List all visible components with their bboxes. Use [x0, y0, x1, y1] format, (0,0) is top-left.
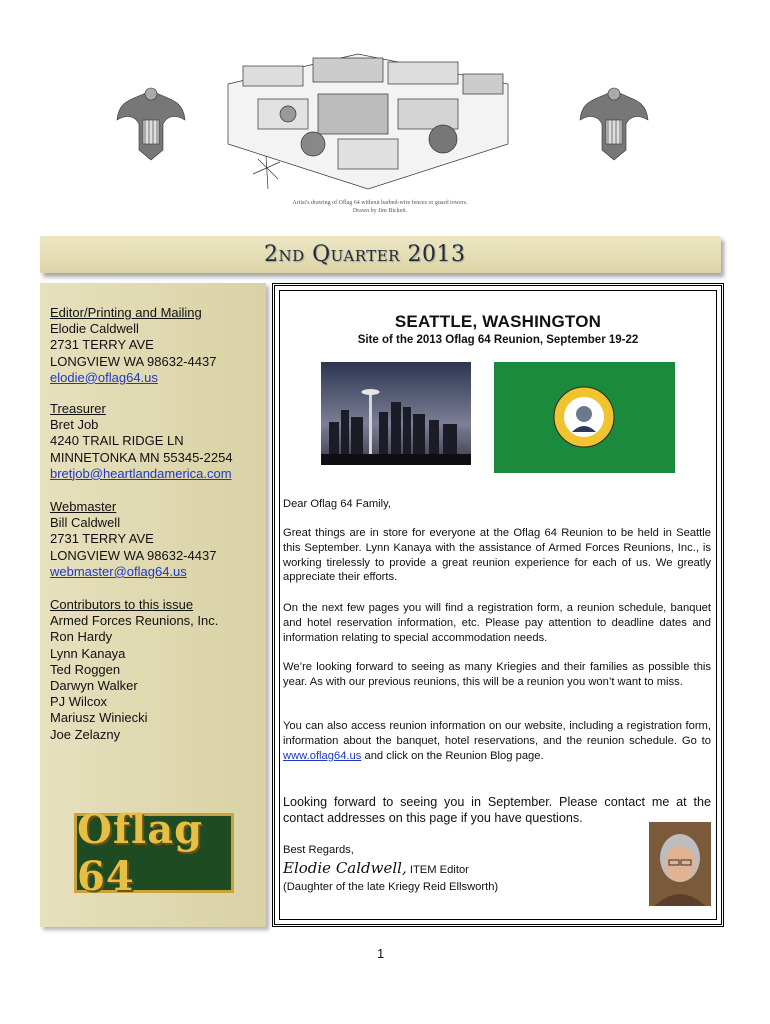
treasurer-heading: Treasurer: [50, 401, 106, 416]
paragraph-4-end: and click on the Reunion Blog page.: [361, 749, 544, 762]
banner-title: 2nd Quarter 2013: [264, 242, 466, 267]
webmaster-street: 2731 TERRY AVE: [50, 531, 154, 547]
sidebar: [40, 283, 266, 927]
eagle-seal-icon: [115, 80, 187, 164]
contributor-name: Darwyn Walker: [50, 678, 138, 694]
contributor-name: Ted Roggen: [50, 661, 121, 677]
webmaster-name: Bill Caldwell: [50, 515, 121, 531]
daughter-note: (Daughter of the late Kriegy Reid Ellsworth): [283, 881, 499, 893]
webmaster-city: LONGVIEW WA 98632-4437: [50, 547, 217, 563]
editor-email-link[interactable]: elodie@oflag64.us: [50, 369, 158, 385]
oflag64-logo: [74, 806, 234, 900]
caption-line-1: Artist's drawing of Oflag 64 without barbed-wire fences or guard towers.: [292, 200, 468, 206]
page-number: 1: [377, 946, 385, 961]
article-title: SEATTLE, WASHINGTON: [394, 312, 602, 331]
treasurer-block: [50, 401, 233, 482]
webmaster-email-link[interactable]: webmaster@oflag64.us: [50, 563, 187, 579]
treasurer-name: Bret Job: [50, 417, 99, 433]
contributor-name: Mariusz Winiecki: [50, 710, 148, 726]
article-subtitle: Site of the 2013 Oflag 64 Reunion, September 19-22: [357, 334, 639, 346]
treasurer-city: MINNETONKA MN 55345-2254: [50, 449, 233, 465]
paragraph-3: We’re looking forward to seeing as many Kriegies and their families as possible this year. As with our previous reunions, this will be a reunion you won’t want to miss.: [283, 661, 711, 688]
contributor-name: Joe Zelazny: [50, 726, 121, 742]
editor-street: 2731 TERRY AVE: [50, 337, 154, 353]
main-article: [272, 283, 724, 927]
signature: Elodie Caldwell,: [283, 859, 407, 877]
contributor-name: Armed Forces Reunions, Inc.: [50, 613, 219, 629]
paragraph-4-text: You can also access reunion information on our website, including a registration form, information about the banquet, hotel reservations, and the reunion schedule. Go to: [283, 720, 711, 747]
paragraph-5: Looking forward to seeing you in September. Please contact me at the contact addresses on this page if you have questions.: [283, 795, 711, 825]
paragraph-2: On the next few pages you will find a registration form, a reunion schedule, banquet and hotel reservation information, etc. Please pay attention to deadline dates and information relating to special accommodation needs.: [283, 602, 711, 644]
paragraph-4: [283, 719, 711, 763]
paragraph-1: Great things are in store for everyone at the Oflag 64 Reunion to be held in Seattle this September. Lynn Kanaya with the assistance of Armed Forces Reunions, Inc., is working tirelessly to provide a great reunion experience for each of us. We greatly appreciate their efforts.: [283, 527, 711, 584]
treasurer-street: 4240 TRAIL RIDGE LN: [50, 433, 184, 449]
website-link[interactable]: www.oflag64.us: [283, 749, 362, 762]
quarter-banner: [40, 236, 721, 273]
signature-line: [283, 861, 711, 878]
greeting: Dear Oflag 64 Family,: [283, 498, 391, 510]
treasurer-email-link[interactable]: bretjob@heartlandamerica.com: [50, 465, 232, 481]
webmaster-block: [50, 499, 216, 580]
editor-portrait-photo: [649, 822, 711, 906]
logo-text: Oflag 64: [77, 806, 204, 900]
eagle-seal-icon: [578, 80, 650, 164]
contributor-name: PJ Wilcox: [50, 694, 108, 710]
washington-state-flag: [494, 362, 675, 473]
contributor-name: Ron Hardy: [50, 629, 113, 645]
editor-block: [50, 305, 216, 386]
contributor-name: Lynn Kanaya: [50, 645, 126, 661]
webmaster-heading: Webmaster: [50, 499, 117, 514]
camp-drawing: [218, 44, 518, 194]
signature-role: ITEM Editor: [406, 864, 469, 876]
editor-city: LONGVIEW WA 98632-4437: [50, 353, 217, 369]
caption-line-2: Drawn by Jim Bickett.: [352, 208, 408, 214]
regards: Best Regards,: [283, 844, 354, 856]
editor-heading: Editor/Printing and Mailing: [50, 305, 202, 320]
contributors-block: [50, 597, 218, 743]
seattle-skyline-photo: [321, 362, 471, 465]
contributors-heading: Contributors to this issue: [50, 597, 194, 612]
editor-name: Elodie Caldwell: [50, 321, 139, 337]
drawing-caption: [250, 199, 510, 215]
